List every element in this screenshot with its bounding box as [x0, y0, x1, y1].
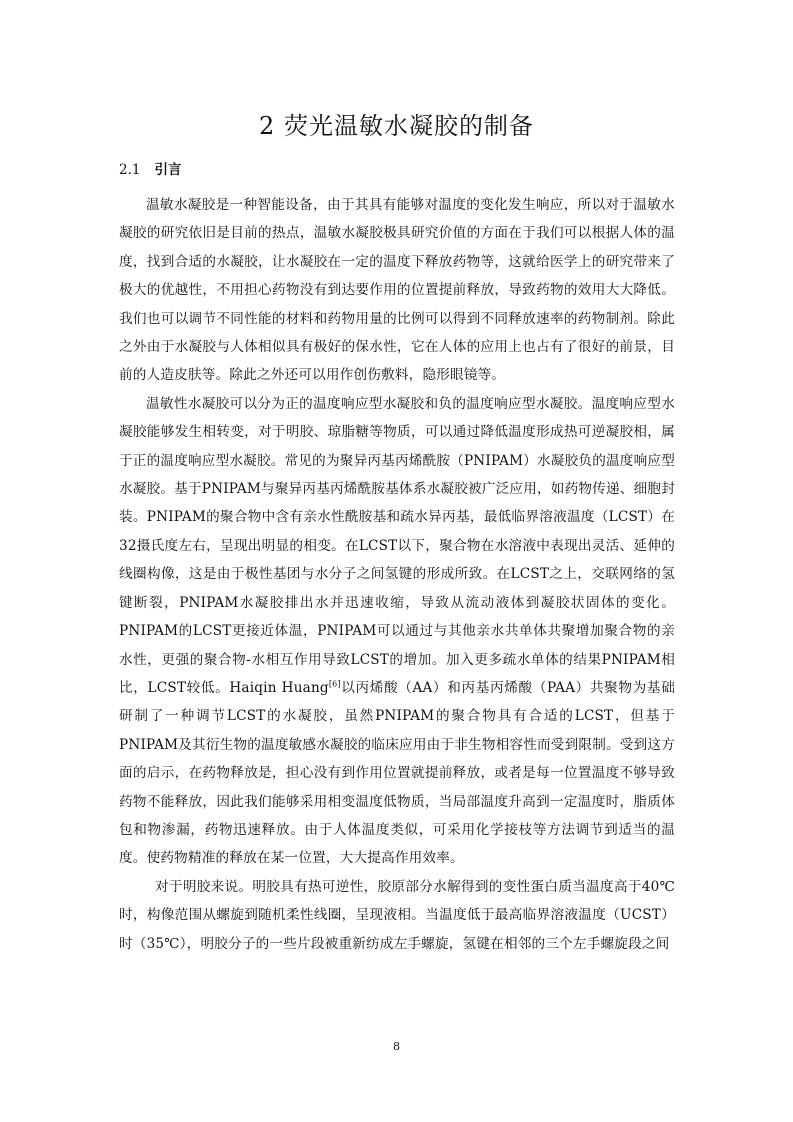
page-number: 8 — [393, 1040, 400, 1053]
section-heading — [119, 160, 181, 180]
section-number: 2.1 — [119, 162, 141, 178]
paragraph-2-text-a: 温敏性水凝胶可以分为正的温度响应型水凝胶和负的温度响应型水凝胶。温度响应型水凝胶能够发生相转变，对于明胶、琼脂糖等物质，可以通过降低温度形成热可逆凝胶相，属于正的温度响应型水凝胶。常见的为聚异丙基丙烯酰胺（PNIPAM）水凝胶负的温度响应型水凝胶。基于PNIPAM与聚异丙基丙烯酰胺基体系水凝胶被广泛应用，如药物传递、细胞封装。PNIPAM的聚合物中含有亲水性酰胺基和疏水异丙基，最低临界溶液温度（LCST）在32摄氏度左右，呈现出明显的相变。在LCST以下，聚合物在水溶液中表现出灵活、延伸的线圈构像，这是由于极性基团与水分子之间氢键的形成所致。在LCST之上，交联网络的氢键断裂，PNIPAM水凝胶排出水并迅速收缩，导致从流动液体到凝胶状固体的变化。PNIPAM的LCST更接近体温，PNIPAM可以通过与其他亲水共单体共聚增加聚合物的亲水性，更强的聚合物-水相互作用导致LCST的增加。加入更多疏水单体的结果PNIPAM相比，LCST较低。Haiqin Huang — [119, 395, 675, 696]
section-title: 引言 — [154, 162, 182, 178]
paragraph-3: 对于明胶来说。明胶具有热可逆性，胶原部分水解得到的变性蛋白质当温度高于40℃时，构像范围从螺旋到随机柔性线圈，呈现液相。当温度低于最高临界溶液温度（UCST）时（35℃），明胶分子的一些片段被重新纺成左手螺旋，氢键在相邻的三个左手螺旋段之间 — [119, 878, 675, 952]
chapter-title: 2 荧光温敏水凝胶的制备 — [259, 112, 534, 140]
paragraph-2 — [119, 390, 675, 873]
paragraph-2-text-b: 以丙烯酸（AA）和丙基丙烯酸（PAA）共聚物为基础研制了一种调节LCST的水凝胶，虽然PNIPAM的聚合物具有合适的LCST，但基于PNIPAM及其衍生物的温度敏感水凝胶的临床应用由于非生物相容性而受到限制。受到这方面的启示，在药物释放是，担心没有到作用位置就提前释放，或者是每一位置温度不够导致药物不能释放，因此我们能够采用相变温度低物质，当局部温度升高到一定温度时，脂质体包和物渗漏，药物迅速释放。由于人体温度类似，可采用化学接枝等方法调节到适当的温度。使药物精准的释放在某一位置，大大提高作用效率。 — [119, 679, 675, 867]
body-text — [119, 191, 675, 958]
citation-ref: [6] — [328, 679, 341, 689]
paragraph-1: 温敏水凝胶是一种智能设备，由于其具有能够对温度的变化发生响应，所以对于温敏水凝胶的研究依旧是目前的热点，温敏水凝胶极具研究价值的方面在于我们可以根据人体的温度，找到合适的水凝胶，让水凝胶在一定的温度下释放药物等，这就给医学上的研究带来了极大的优越性，不用担心药物没有到达要作用的位置提前释放，导致药物的效用大大降低。我们也可以调节不同性能的材料和药物用量的比例可以得到不同释放速率的药物制剂。除此之外由于水凝胶与人体相似具有极好的保水性，它在人体的应用上也占有了很好的前景，目前的人造皮肤等。除此之外还可以用作创伤敷料，隐形眼镜等。 — [119, 197, 675, 384]
